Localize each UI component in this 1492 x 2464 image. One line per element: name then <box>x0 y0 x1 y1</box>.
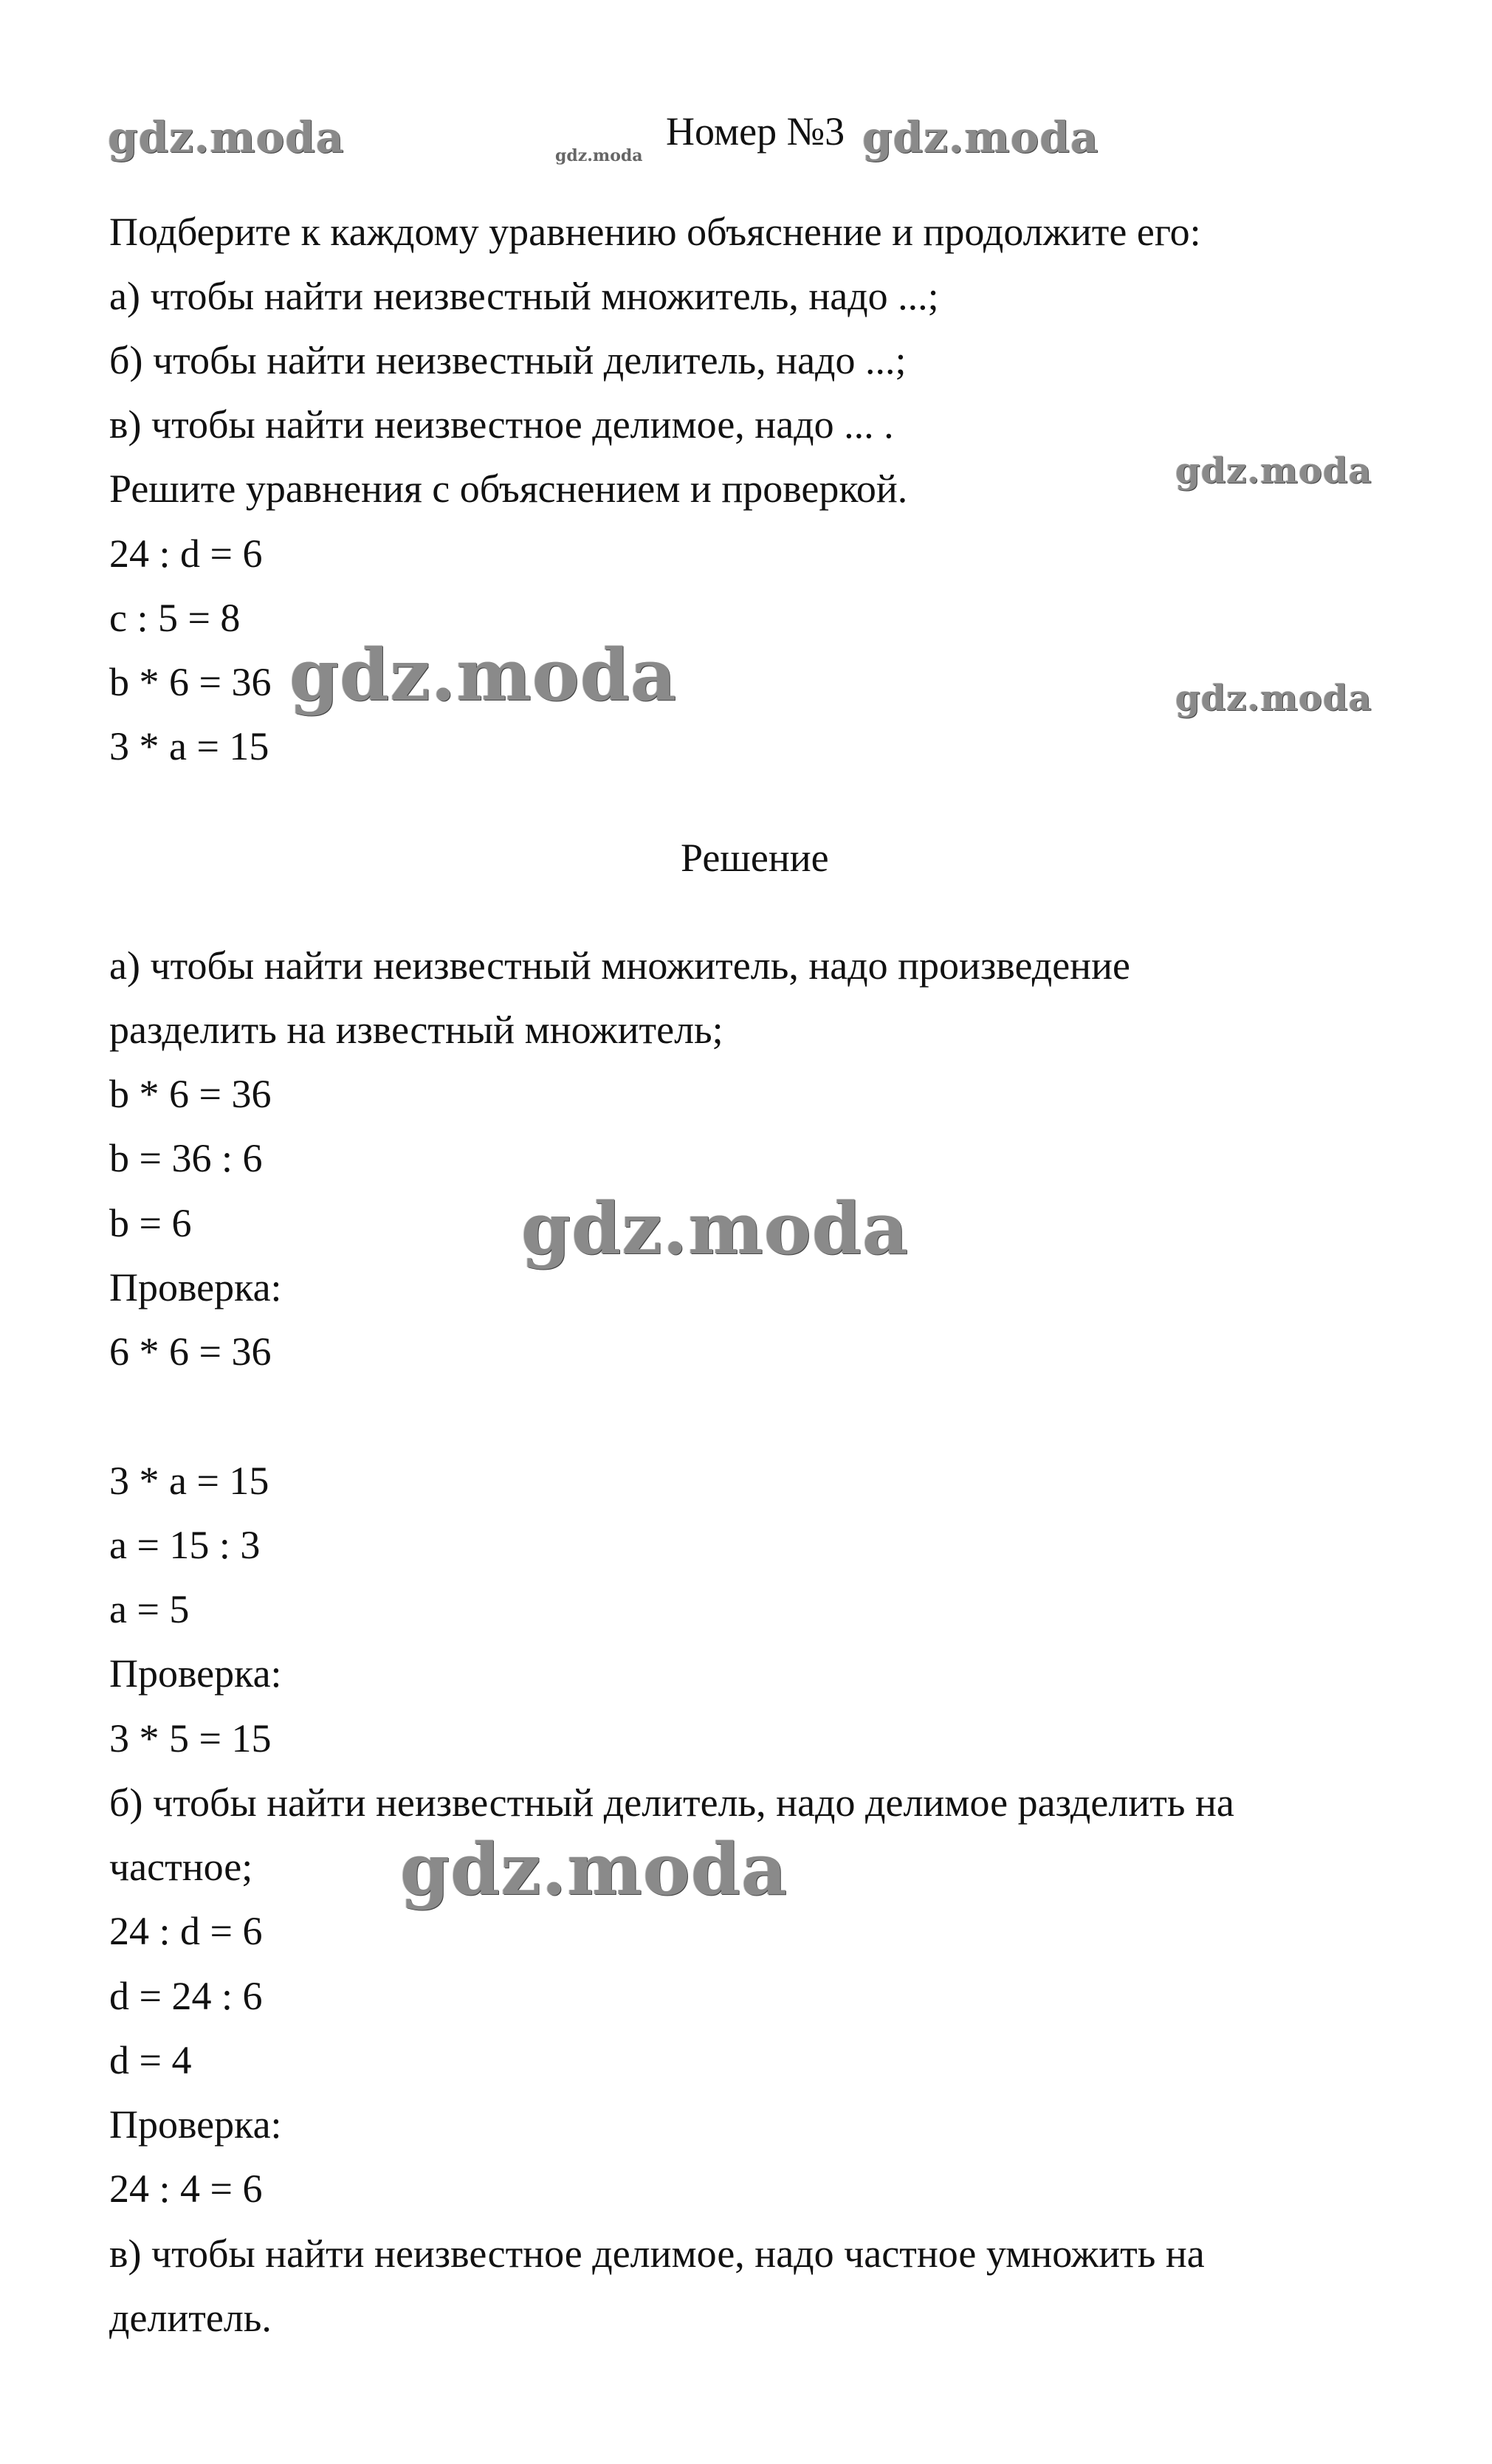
task-line: в) чтобы найти неизвестное делимое, надо ... . <box>109 402 894 447</box>
watermark: gdz.moda <box>862 112 1099 162</box>
watermark: gdz.moda <box>400 1828 788 1911</box>
solution-line: a = 5 <box>109 1587 190 1631</box>
solution-line: b = 36 : 6 <box>109 1136 263 1180</box>
solution-line: a = 15 : 3 <box>109 1523 261 1567</box>
equation: b * 6 = 36 <box>109 660 272 704</box>
task-line: Решите уравнения с объяснением и проверкой. <box>109 467 908 511</box>
solution-line: 6 * 6 = 36 <box>109 1329 272 1374</box>
watermark: gdz.moda <box>521 1187 910 1270</box>
solution-line: б) чтобы найти неизвестный делитель, надо делимое разделить на <box>109 1780 1234 1825</box>
solution-line: делитель. <box>109 2296 272 2340</box>
solution-line: 3 * 5 = 15 <box>109 1716 272 1761</box>
task-line: б) чтобы найти неизвестный делитель, надо ...; <box>109 338 907 382</box>
watermark: gdz.moda <box>555 146 643 165</box>
watermark: gdz.moda <box>289 633 678 717</box>
solution-line: d = 4 <box>109 2038 192 2082</box>
solution-line: разделить на известный множитель; <box>109 1008 723 1052</box>
equation: 3 * a = 15 <box>109 724 269 768</box>
solution-line: частное; <box>109 1845 253 1889</box>
equation: 24 : d = 6 <box>109 531 263 576</box>
solution-line: b = 6 <box>109 1201 192 1245</box>
watermark: gdz.moda <box>108 112 345 162</box>
solution-line: 24 : 4 = 6 <box>109 2167 263 2211</box>
equation: c : 5 = 8 <box>109 596 241 640</box>
solution-line: Проверка: <box>109 1265 282 1310</box>
page-title: Номер №3 <box>666 109 845 154</box>
task-line: а) чтобы найти неизвестный множитель, надо ...; <box>109 274 939 318</box>
solution-line: 24 : d = 6 <box>109 1909 263 1953</box>
solution-line: d = 24 : 6 <box>109 1974 263 2018</box>
solution-line: Проверка: <box>109 2102 282 2147</box>
solution-heading: Решение <box>681 836 829 880</box>
solution-line: b * 6 = 36 <box>109 1072 272 1116</box>
solution-line: а) чтобы найти неизвестный множитель, надо произведение <box>109 943 1130 988</box>
solution-line: Проверка: <box>109 1651 282 1696</box>
task-line: Подберите к каждому уравнению объяснение и продолжите его: <box>109 210 1201 254</box>
solution-line: в) чтобы найти неизвестное делимое, надо частное умножить на <box>109 2231 1205 2276</box>
solution-line: 3 * a = 15 <box>109 1459 269 1503</box>
watermark: gdz.moda <box>1175 450 1372 492</box>
watermark: gdz.moda <box>1175 678 1372 719</box>
